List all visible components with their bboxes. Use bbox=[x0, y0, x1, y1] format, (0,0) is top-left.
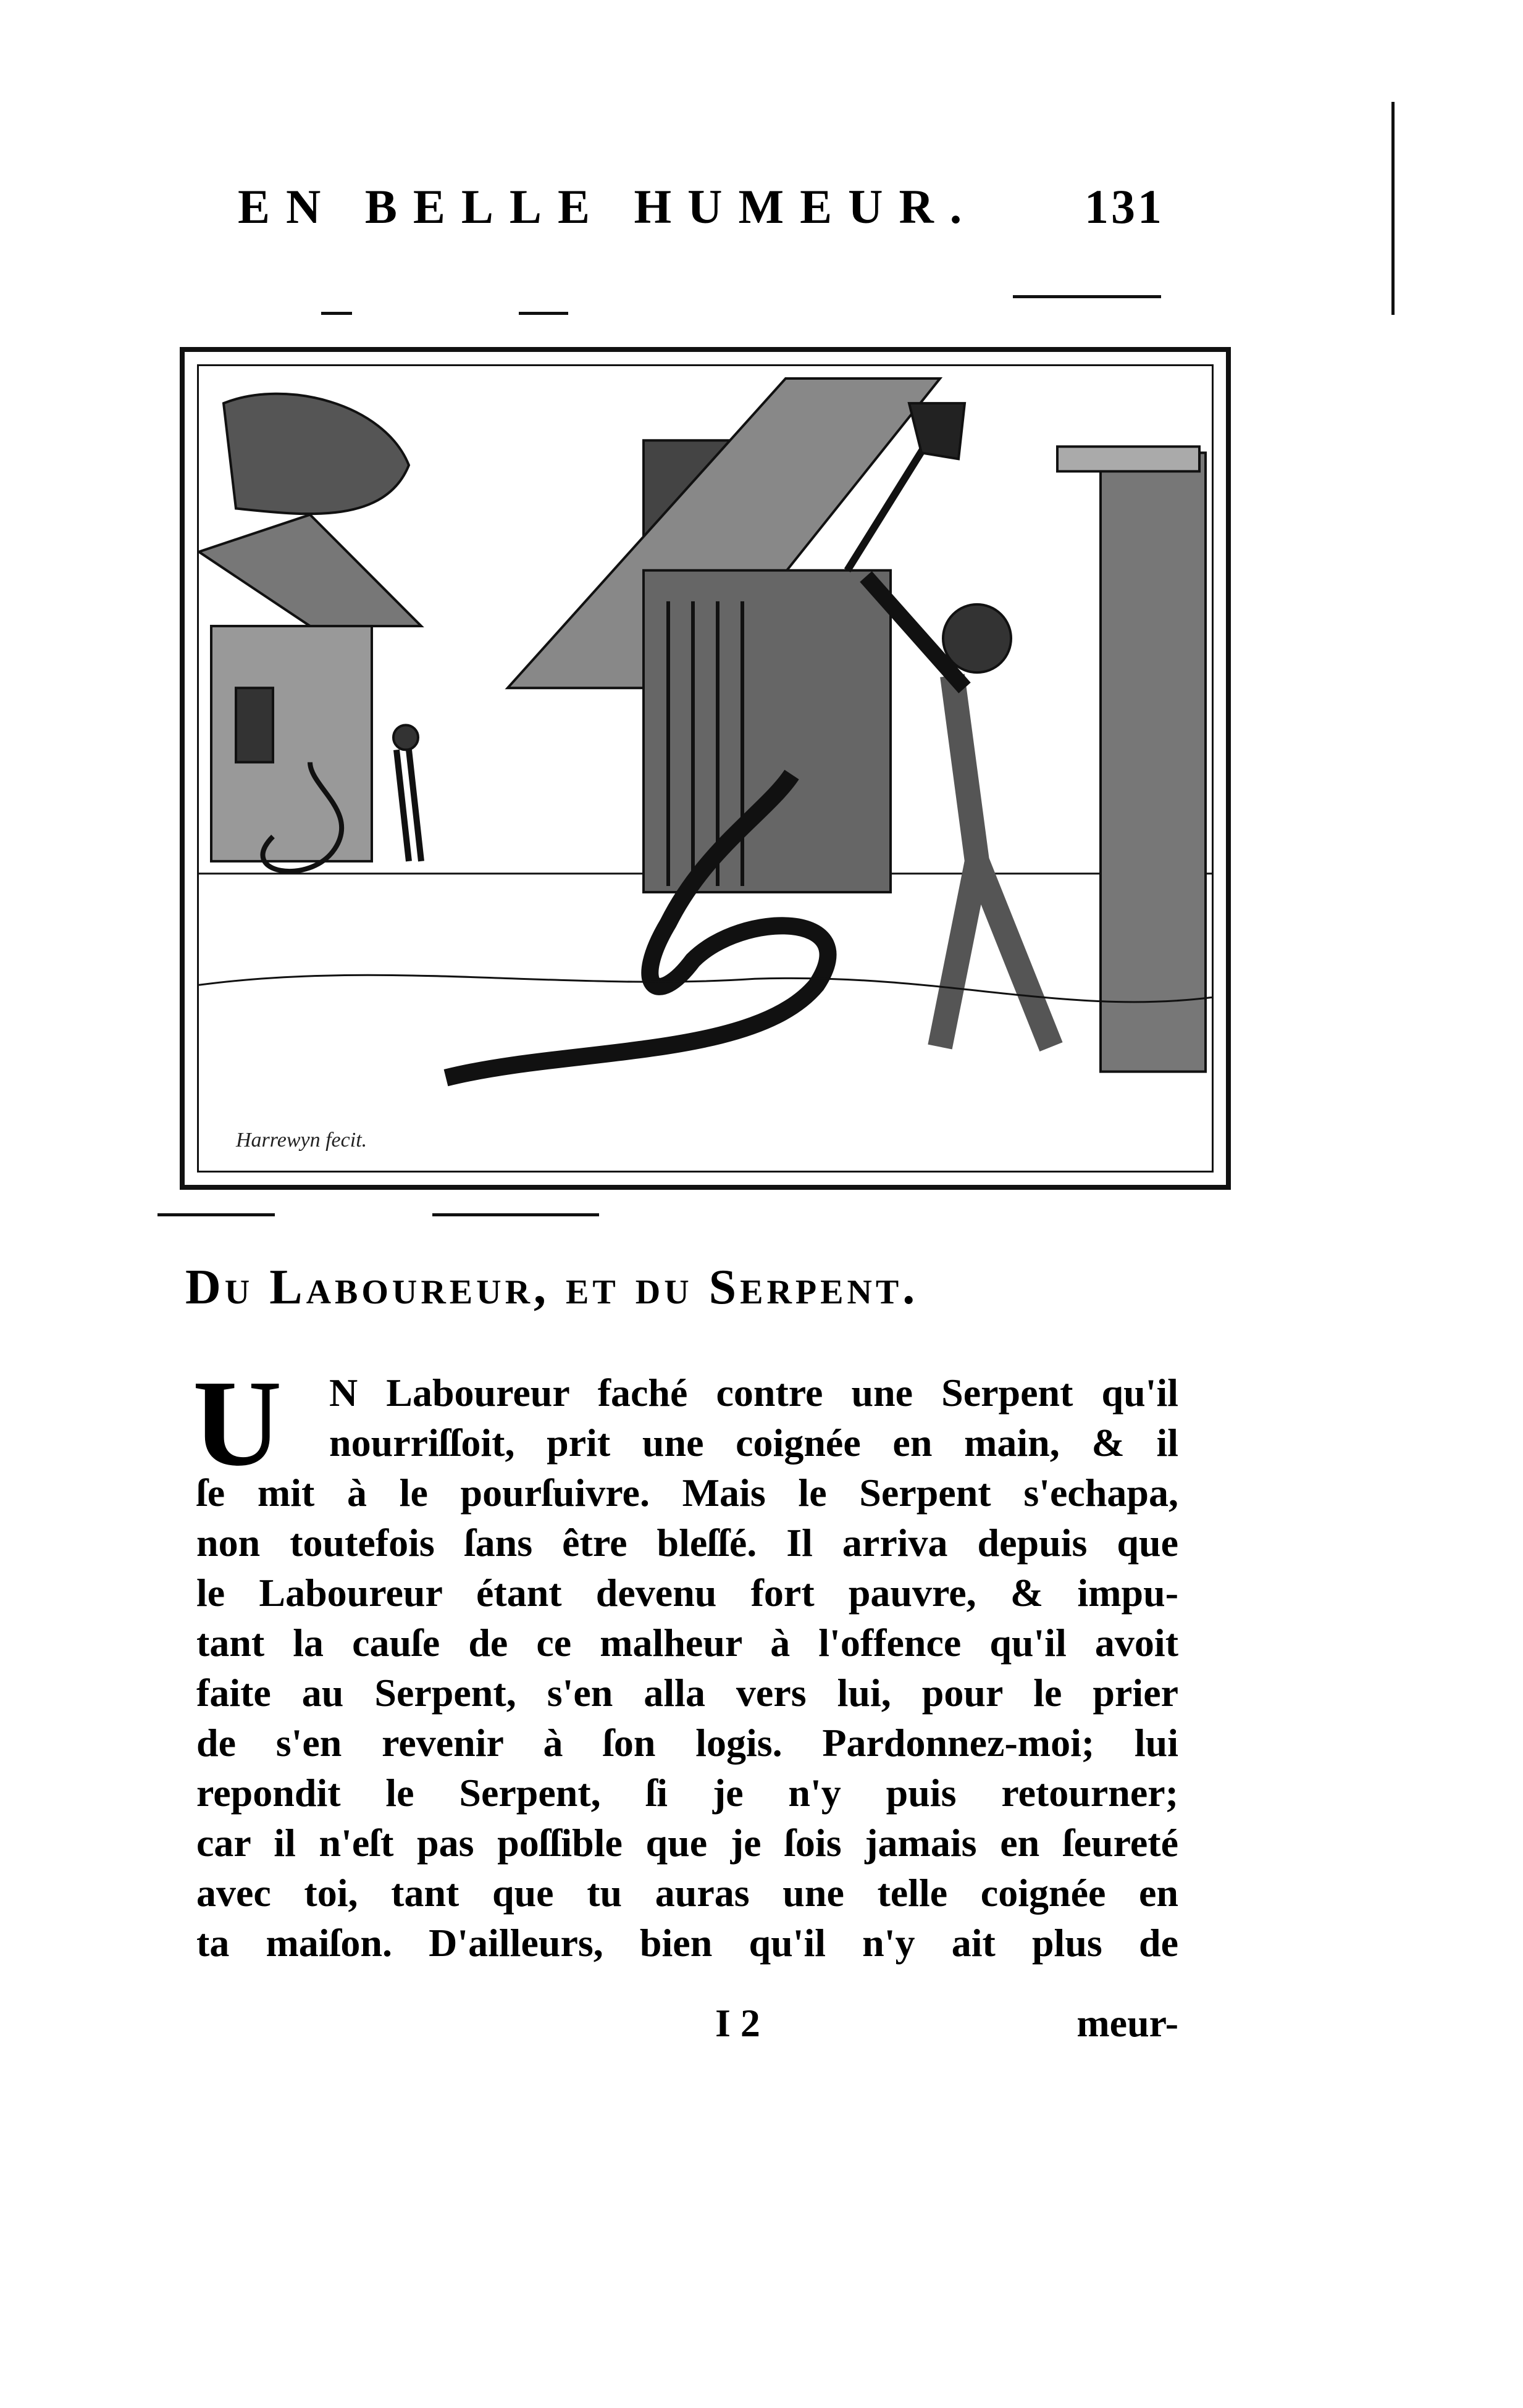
signature-mark: I 2 bbox=[715, 2001, 760, 2045]
text-line: tant la cauſe de ce malheur à l'offence qu'il avoit bbox=[196, 1621, 1178, 1665]
engraving-scene bbox=[199, 366, 1212, 1171]
text-line: ta maiſon. D'ailleurs, bien qu'il n'y ait plus de bbox=[196, 1921, 1178, 1965]
illustration-frame bbox=[180, 347, 1231, 1190]
ornament-dash bbox=[432, 1213, 599, 1216]
text-line: ſe mit à le pourſuivre. Mais le Serpent s'echapa, bbox=[196, 1471, 1178, 1515]
running-head-title: EN BELLE HUMEUR. bbox=[238, 180, 978, 233]
text-line: avec toi, tant que tu auras une telle coignée en bbox=[196, 1871, 1178, 1915]
text-line: faite au Serpent, s'en alla vers lui, pour le prier bbox=[196, 1671, 1178, 1715]
text-line: non toutefois ſans être bleſſé. Il arriva depuis que bbox=[196, 1521, 1178, 1565]
text-line: le Laboureur étant devenu fort pauvre, & impu- bbox=[196, 1571, 1178, 1615]
text-line: N Laboureur faché contre une Serpent qu'il bbox=[329, 1371, 1178, 1415]
ornament-dash bbox=[157, 1213, 275, 1216]
margin-rule bbox=[1391, 102, 1395, 315]
catchword: meur- bbox=[1076, 2001, 1178, 2045]
ornament-dash bbox=[1013, 295, 1161, 298]
page-number: 131 bbox=[1085, 180, 1164, 233]
ornament-dash bbox=[519, 312, 568, 315]
fable-title: Du Laboureur, et du Serpent. bbox=[185, 1260, 919, 1315]
ornament-dash bbox=[321, 312, 352, 315]
running-head bbox=[238, 179, 1164, 247]
text-line: de s'en revenir à ſon logis. Pardonnez-moi; lui bbox=[196, 1721, 1178, 1765]
engraving bbox=[197, 364, 1214, 1173]
engraver-signature: Harrewyn fecit. bbox=[236, 1129, 367, 1152]
text-line: car il n'eſt pas poſſible que je ſois jamais en ſeureté bbox=[196, 1821, 1178, 1865]
fable-text bbox=[193, 1355, 1178, 1968]
text-line: nourriſſoit, prit une coignée en main, & il bbox=[329, 1421, 1178, 1465]
text-line: repondit le Serpent, ſi je n'y puis retourner; bbox=[196, 1771, 1178, 1815]
page-footer bbox=[196, 2000, 1178, 2050]
drop-cap: U bbox=[193, 1355, 282, 1492]
